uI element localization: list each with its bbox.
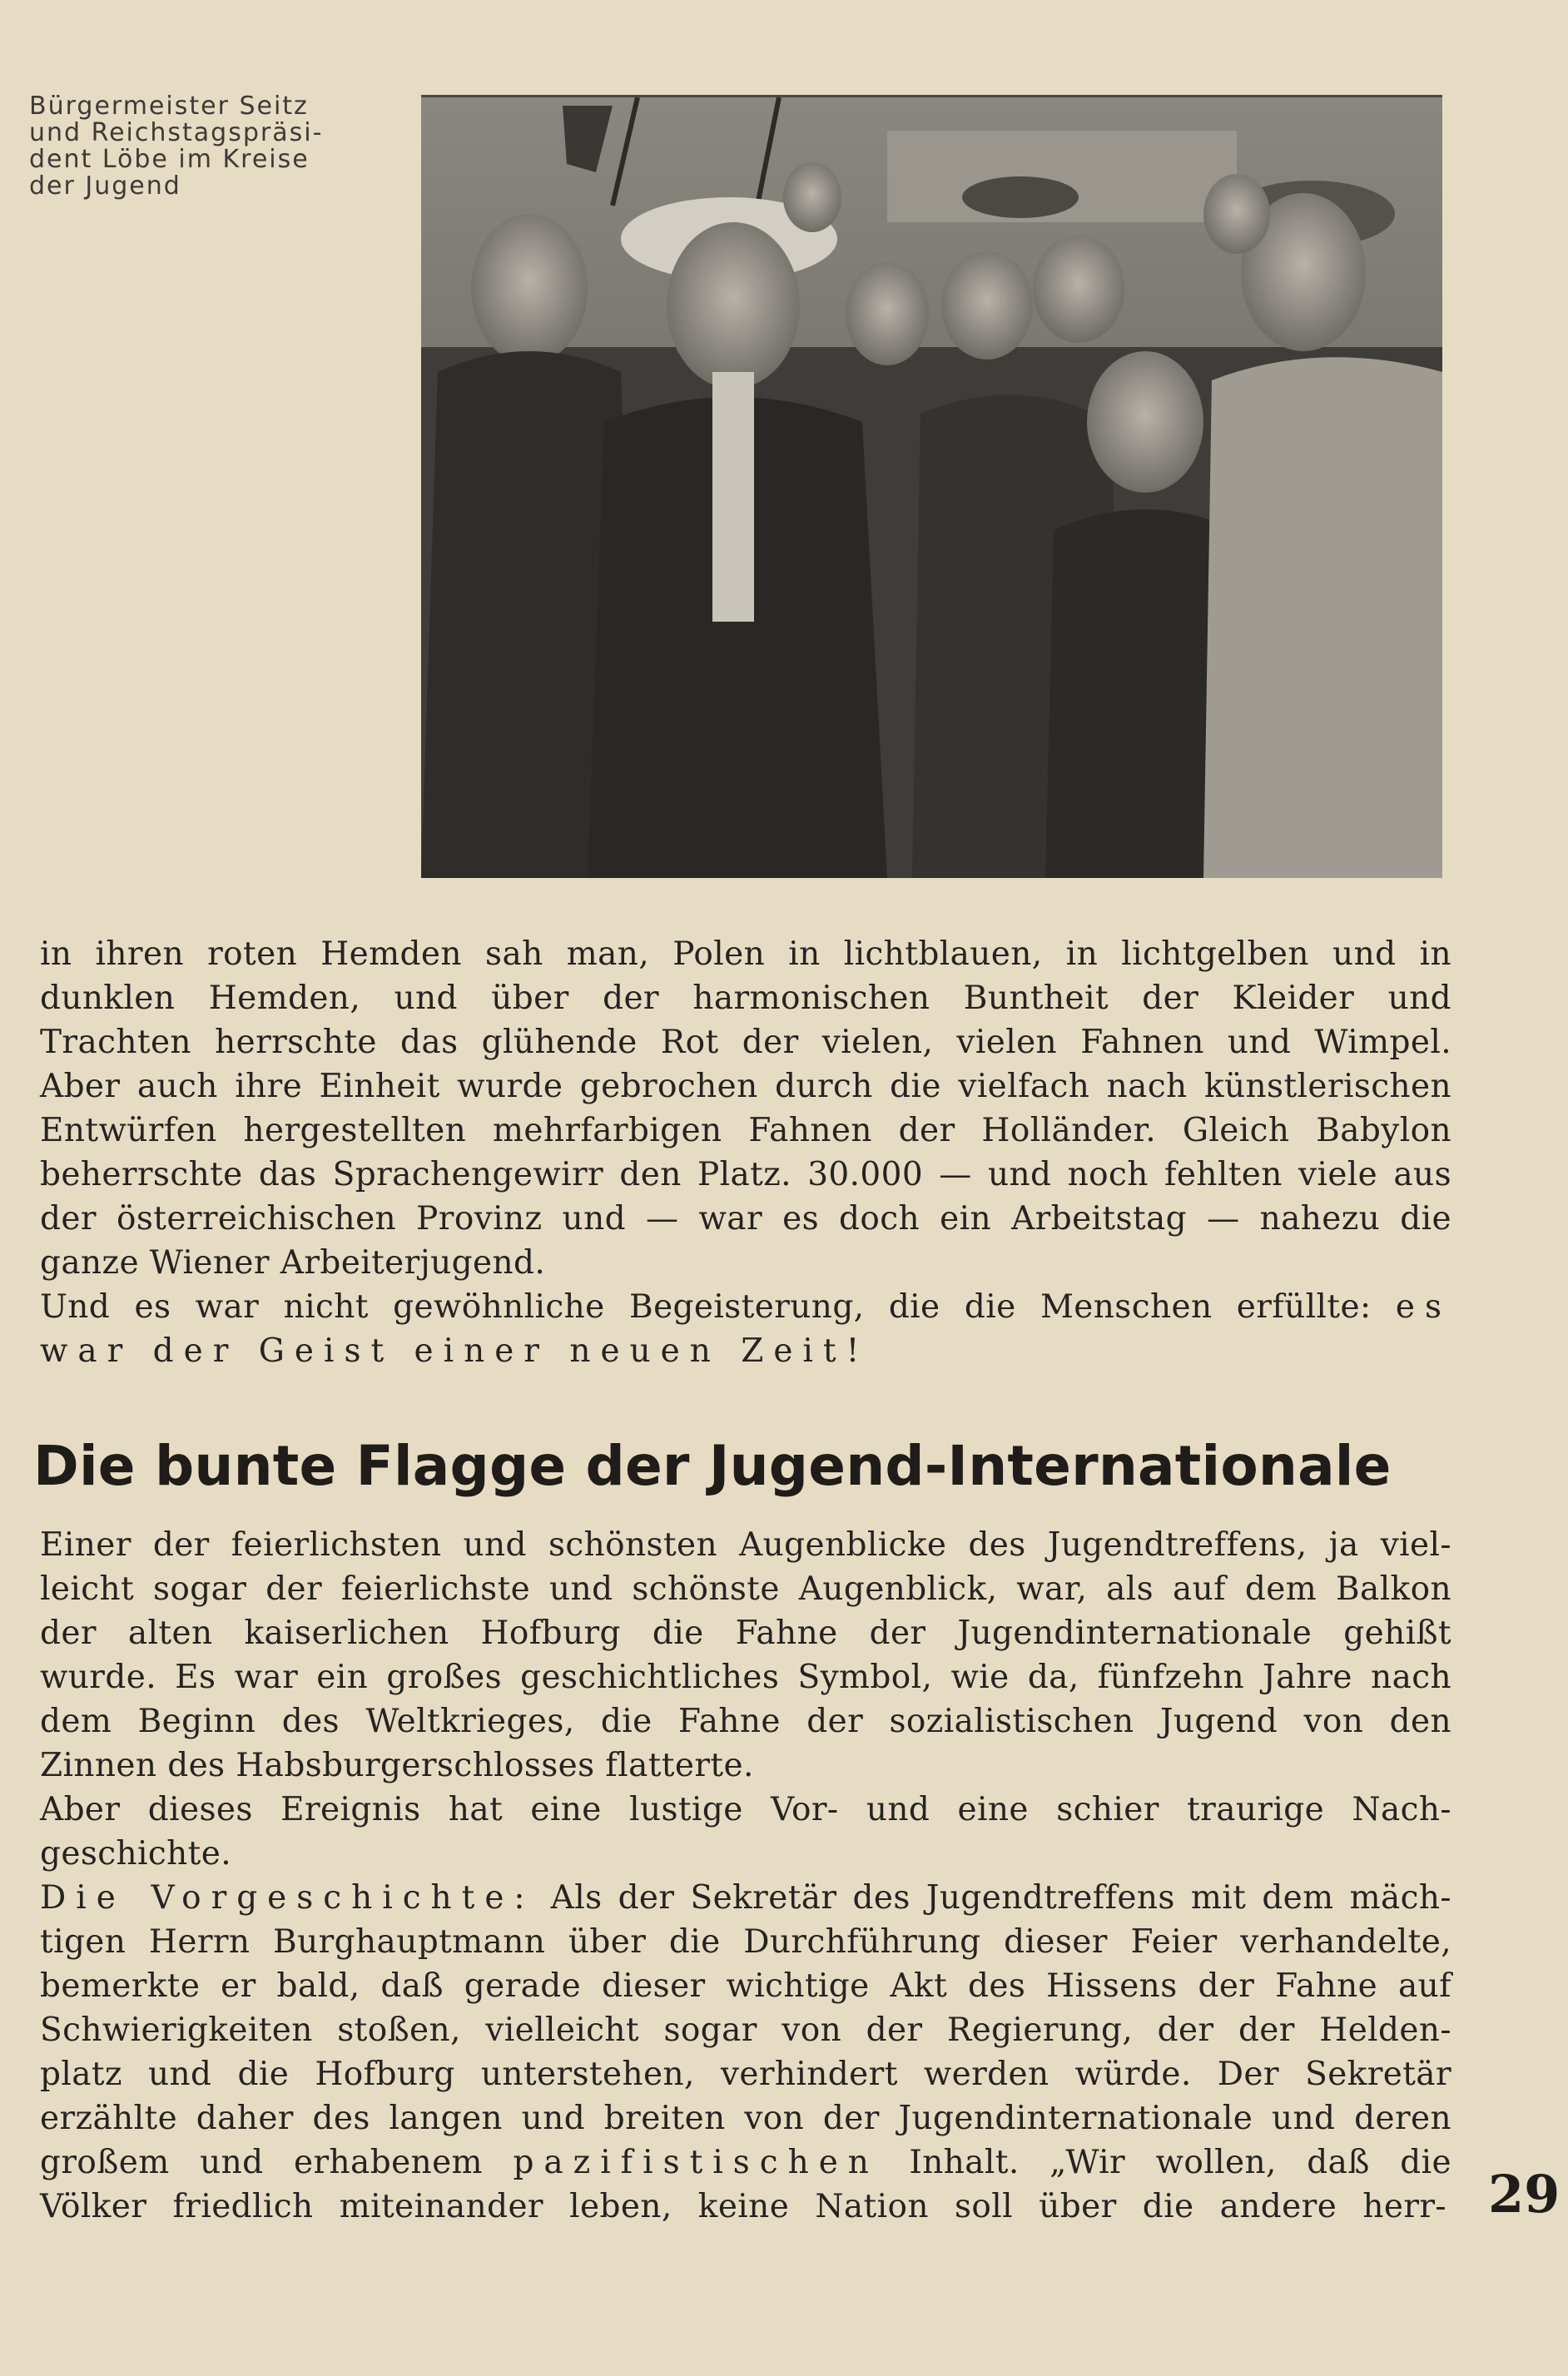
photo-caption — [29, 93, 379, 200]
text-segment: Inhalt. „Wir wollen, daß die — [878, 2144, 1451, 2181]
group-photograph — [421, 95, 1442, 878]
text-segment: Und es war nicht gewöhnliche Begeisterung, die die Menschen erfüllte: — [40, 1288, 1372, 1326]
text-line: wurde. Es war ein großes geschichtliches Symbol, wie da, fünfzehn Jahre nach — [40, 1659, 1451, 1696]
text-line: der österreichischen Provinz und — war es doch ein Arbeitstag — nahezu die — [40, 1200, 1451, 1238]
text-line: leicht sogar der feierlichste und schönste Augenblick, war, als auf dem Balkon — [40, 1570, 1451, 1608]
text-segment: Als der Sekretär des Jugendtreffens mit dem mäch- — [534, 1879, 1451, 1917]
text-line: ganze Wiener Arbeiterjugend. — [40, 1244, 546, 1282]
text-line — [40, 1285, 1451, 1329]
emphasized-text: pazifistischen — [513, 2144, 879, 2181]
text-line: bemerkte er bald, daß gerade dieser wichtige Akt des Hissens der Fahne auf — [40, 1967, 1451, 2005]
text-line: der alten kaiserlichen Hofburg die Fahne der Jugendinternationale gehißt — [40, 1615, 1451, 1652]
caption-line: und Reichstagspräsi- — [29, 118, 324, 147]
text-line: Zinnen des Habsburgerschlosses flatterte. — [40, 1747, 754, 1784]
text-line: dem Beginn des Weltkrieges, die Fahne der sozialistischen Jugend von den — [40, 1703, 1451, 1740]
section-heading: Die bunte Flagge der Jugend-Internationale — [33, 1434, 1392, 1498]
text-line: erzählte daher des langen und breiten von der Jugendinternationale und deren — [40, 2100, 1451, 2137]
emphasized-text: Die Vorgeschichte: — [40, 1879, 535, 1917]
photograph-image — [421, 97, 1442, 878]
text-line: Schwierigkeiten stoßen, vielleicht sogar von der Regierung, der der Helden- — [40, 2011, 1451, 2049]
text-line: Entwürfen hergestellten mehrfarbigen Fahnen der Holländer. Gleich Babylon — [40, 1112, 1451, 1149]
text-line: dunklen Hemden, und über der harmonischen Buntheit der Kleider und — [40, 980, 1451, 1017]
text-line: Einer der feierlichsten und schönsten Augenblicke des Jugendtreffens, ja viel- — [40, 1526, 1451, 1564]
text-segment: großem und erhabenem — [40, 2144, 514, 2181]
caption-line: der Jugend — [29, 171, 181, 201]
emphasized-text-line: war der Geist einer neuen Zeit! — [40, 1332, 870, 1370]
text-line: Völker friedlich miteinander leben, keine Nation soll über die andere herr- — [40, 2188, 1446, 2225]
text-line: Aber auch ihre Einheit wurde gebrochen durch die vielfach nach künstlerischen — [40, 1068, 1451, 1105]
text-line: geschichte. — [40, 1835, 232, 1873]
page-number: 29 — [1488, 2164, 1561, 2225]
text-line — [40, 2140, 1451, 2185]
text-line — [40, 1876, 1451, 1920]
caption-line: Bürgermeister Seitz — [29, 92, 309, 121]
text-line: Aber dieses Ereignis hat eine lustige Vor- und eine schier traurige Nach- — [40, 1791, 1451, 1828]
text-line: tigen Herrn Burghauptmann über die Durchführung dieser Feier verhandelte, — [40, 1923, 1451, 1961]
text-line: in ihren roten Hemden sah man, Polen in lichtblauen, in lichtgelben und in — [40, 935, 1451, 973]
text-line: beherrschte das Sprachengewirr den Platz. 30.000 — und noch fehlten viele aus — [40, 1156, 1451, 1193]
text-line: Trachten herrschte das glühende Rot der vielen, vielen Fahnen und Wimpel. — [40, 1024, 1451, 1061]
paragraph-crowd-description — [40, 932, 1451, 1373]
caption-line: dent Löbe im Kreise — [29, 145, 310, 174]
paragraph-flag-story — [40, 1523, 1451, 2229]
emphasized-text: es — [1395, 1288, 1451, 1326]
text-line: platz und die Hofburg unterstehen, verhindert werden würde. Der Sekretär — [40, 2056, 1451, 2093]
